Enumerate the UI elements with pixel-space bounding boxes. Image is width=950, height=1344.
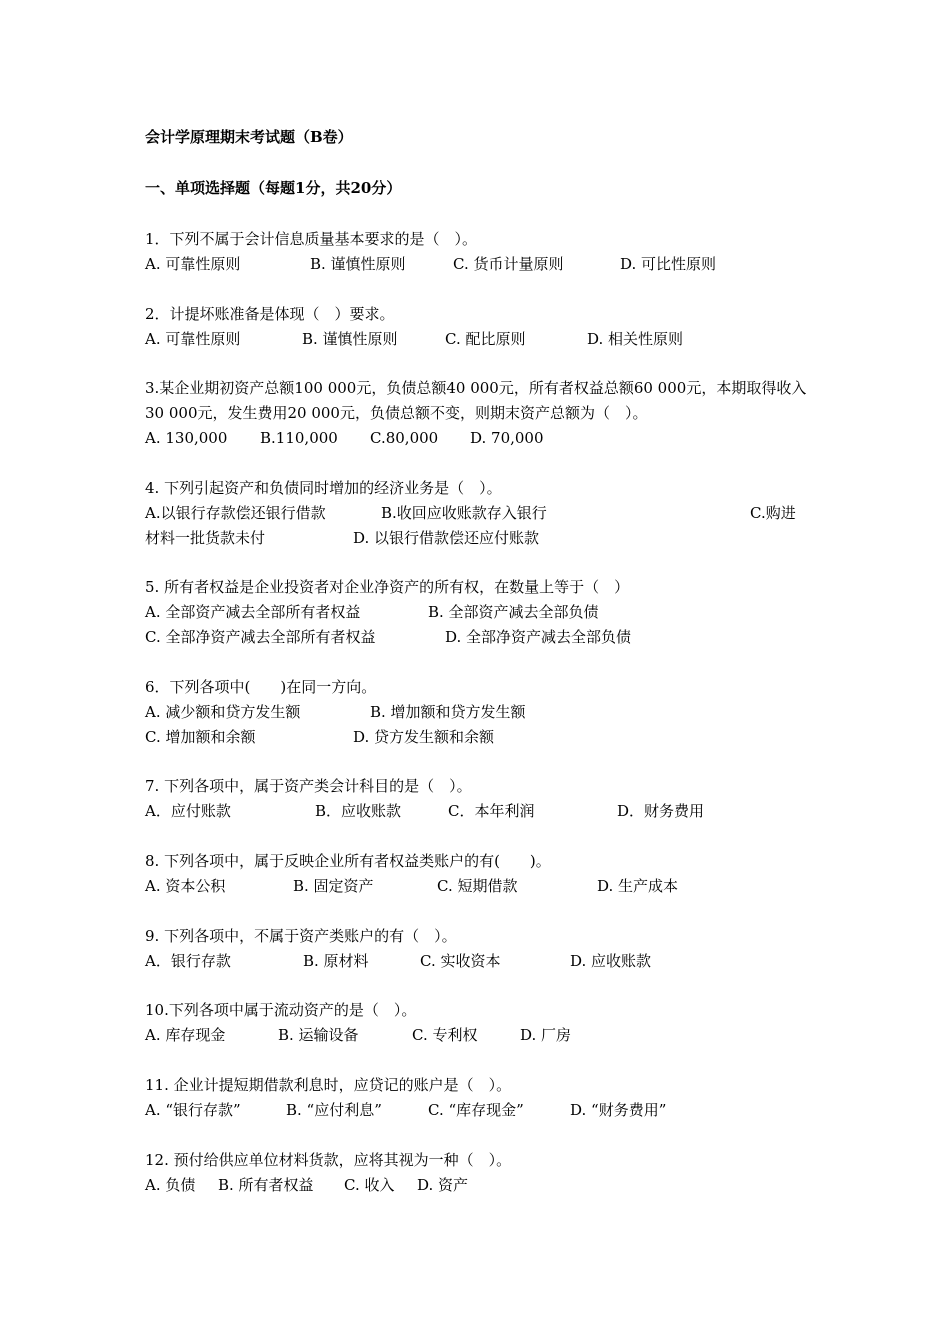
- question-options-continued: [145, 526, 810, 551]
- option-a: A.以银行存款偿还银行借款: [145, 504, 326, 522]
- question-10: [145, 998, 810, 1048]
- option-a: A．应付账款: [145, 802, 231, 820]
- option-c: C．本年利润: [448, 802, 535, 820]
- question-options: [145, 799, 810, 824]
- question-12: [145, 1148, 810, 1198]
- question-options: [145, 700, 810, 725]
- option-d: D. 生产成本: [597, 877, 679, 895]
- question-options: [145, 949, 810, 974]
- option-c-continued: 材料一批货款未付: [145, 529, 266, 547]
- option-a: A. 负债: [145, 1176, 196, 1194]
- option-d: D．财务费用: [617, 802, 705, 820]
- option-a: A. 库存现金: [145, 1026, 226, 1044]
- option-c: C. 全部净资产减去全部所有者权益: [145, 628, 376, 646]
- option-b: B. 运输设备: [278, 1026, 359, 1044]
- question-options-row-2: [145, 725, 810, 750]
- question-stem: 8. 下列各项中，属于反映企业所有者权益类账户的有( )。: [145, 852, 551, 870]
- option-d: D. 全部净资产减去全部负债: [445, 628, 632, 646]
- question-options: [145, 1173, 810, 1198]
- question-stem: 2．计提坏账准备是体现（ ）要求。: [145, 305, 395, 323]
- option-d: D. 资产: [417, 1176, 469, 1194]
- question-options-row-2: [145, 625, 810, 650]
- option-a: A. 全部资产减去全部所有者权益: [145, 603, 361, 621]
- option-c: C. 短期借款: [437, 877, 518, 895]
- question-stem: 4. 下列引起资产和负债同时增加的经济业务是（ ）。: [145, 479, 502, 497]
- option-c: C. 收入: [344, 1176, 395, 1194]
- question-1: [145, 227, 810, 277]
- question-options: [145, 252, 810, 277]
- option-c: C.购进: [750, 504, 796, 522]
- option-a: A. 资本公积: [145, 877, 226, 895]
- question-4: [145, 476, 810, 551]
- question-7: [145, 774, 810, 824]
- option-a: A. 可靠性原则: [145, 255, 241, 273]
- question-options: [145, 501, 810, 526]
- question-2: [145, 302, 810, 352]
- option-c: C. “库存现金”: [428, 1101, 524, 1119]
- option-a: A. 减少额和贷方发生额: [145, 703, 301, 721]
- question-3: [145, 376, 810, 451]
- question-stem: 9. 下列各项中，不属于资产类账户的有（ ）。: [145, 927, 457, 945]
- question-6: [145, 675, 810, 750]
- question-9: [145, 924, 810, 974]
- option-d: D. 70,000: [470, 429, 544, 447]
- option-c: C. 货币计量原则: [453, 255, 564, 273]
- option-b: B. 谨慎性原则: [302, 330, 398, 348]
- question-5: [145, 575, 810, 650]
- option-b: B. 原材料: [303, 952, 369, 970]
- option-c: C. 配比原则: [445, 330, 526, 348]
- option-d: D. 应收账款: [570, 952, 652, 970]
- option-c: C.80,000: [370, 429, 439, 447]
- question-options: [145, 1023, 810, 1048]
- question-stem: 3.某企业期初资产总额100 000元，负债总额40 000元，所有者权益总额60 000元，本期取得收入30 000元，发生费用20 000元，负债总额不变，则期末资产总额为（ ）。: [145, 379, 807, 422]
- option-c: C. 实收资本: [420, 952, 501, 970]
- option-a: A. “银行存款”: [145, 1101, 241, 1119]
- option-b: B.收回应收账款存入银行: [381, 504, 547, 522]
- option-a: A. 130,000: [145, 429, 228, 447]
- question-11: [145, 1073, 810, 1123]
- option-b: B. 谨慎性原则: [310, 255, 406, 273]
- option-b: B．应收账款: [315, 802, 402, 820]
- question-stem: 6．下列各项中( )在同一方向。: [145, 678, 377, 696]
- option-d: D. 相关性原则: [587, 330, 684, 348]
- document-title: 会计学原理期末考试题（B卷）: [145, 128, 353, 146]
- question-stem: 10.下列各项中属于流动资产的是（ ）。: [145, 1001, 417, 1019]
- question-options: [145, 1098, 810, 1123]
- section-title: 一、单项选择题（每题1分，共20分）: [145, 179, 402, 197]
- question-stem: 12. 预付给供应单位材料货款，应将其视为一种（ ）。: [145, 1151, 512, 1169]
- question-8: [145, 849, 810, 899]
- question-options: [145, 327, 810, 352]
- question-options: [145, 874, 810, 899]
- option-d: D. 贷方发生额和余额: [353, 728, 495, 746]
- option-a: A. 可靠性原则: [145, 330, 241, 348]
- option-b: B.110,000: [260, 429, 338, 447]
- option-d: D. 厂房: [520, 1026, 572, 1044]
- option-b: B. 固定资产: [293, 877, 374, 895]
- option-c: C. 增加额和余额: [145, 728, 256, 746]
- question-stem: 7. 下列各项中，属于资产类会计科目的是（ ）。: [145, 777, 472, 795]
- question-stem: 5. 所有者权益是企业投资者对企业净资产的所有权，在数量上等于（ ）: [145, 578, 630, 596]
- option-c: C. 专利权: [412, 1026, 478, 1044]
- option-d: D. “财务费用”: [570, 1101, 667, 1119]
- question-options: [145, 600, 810, 625]
- option-d: D. 可比性原则: [620, 255, 717, 273]
- option-b: B. 增加额和贷方发生额: [370, 703, 526, 721]
- option-a: A．银行存款: [145, 952, 231, 970]
- option-d: D. 以银行借款偿还应付账款: [353, 529, 540, 547]
- question-stem: 11. 企业计提短期借款利息时，应贷记的账户是（ ）。: [145, 1076, 512, 1094]
- option-b: B. “应付利息”: [286, 1101, 382, 1119]
- option-b: B. 全部资产减去全部负债: [428, 603, 599, 621]
- question-options: [145, 426, 810, 451]
- option-b: B. 所有者权益: [218, 1176, 314, 1194]
- question-stem: 1．下列不属于会计信息质量基本要求的是（ ）。: [145, 230, 478, 248]
